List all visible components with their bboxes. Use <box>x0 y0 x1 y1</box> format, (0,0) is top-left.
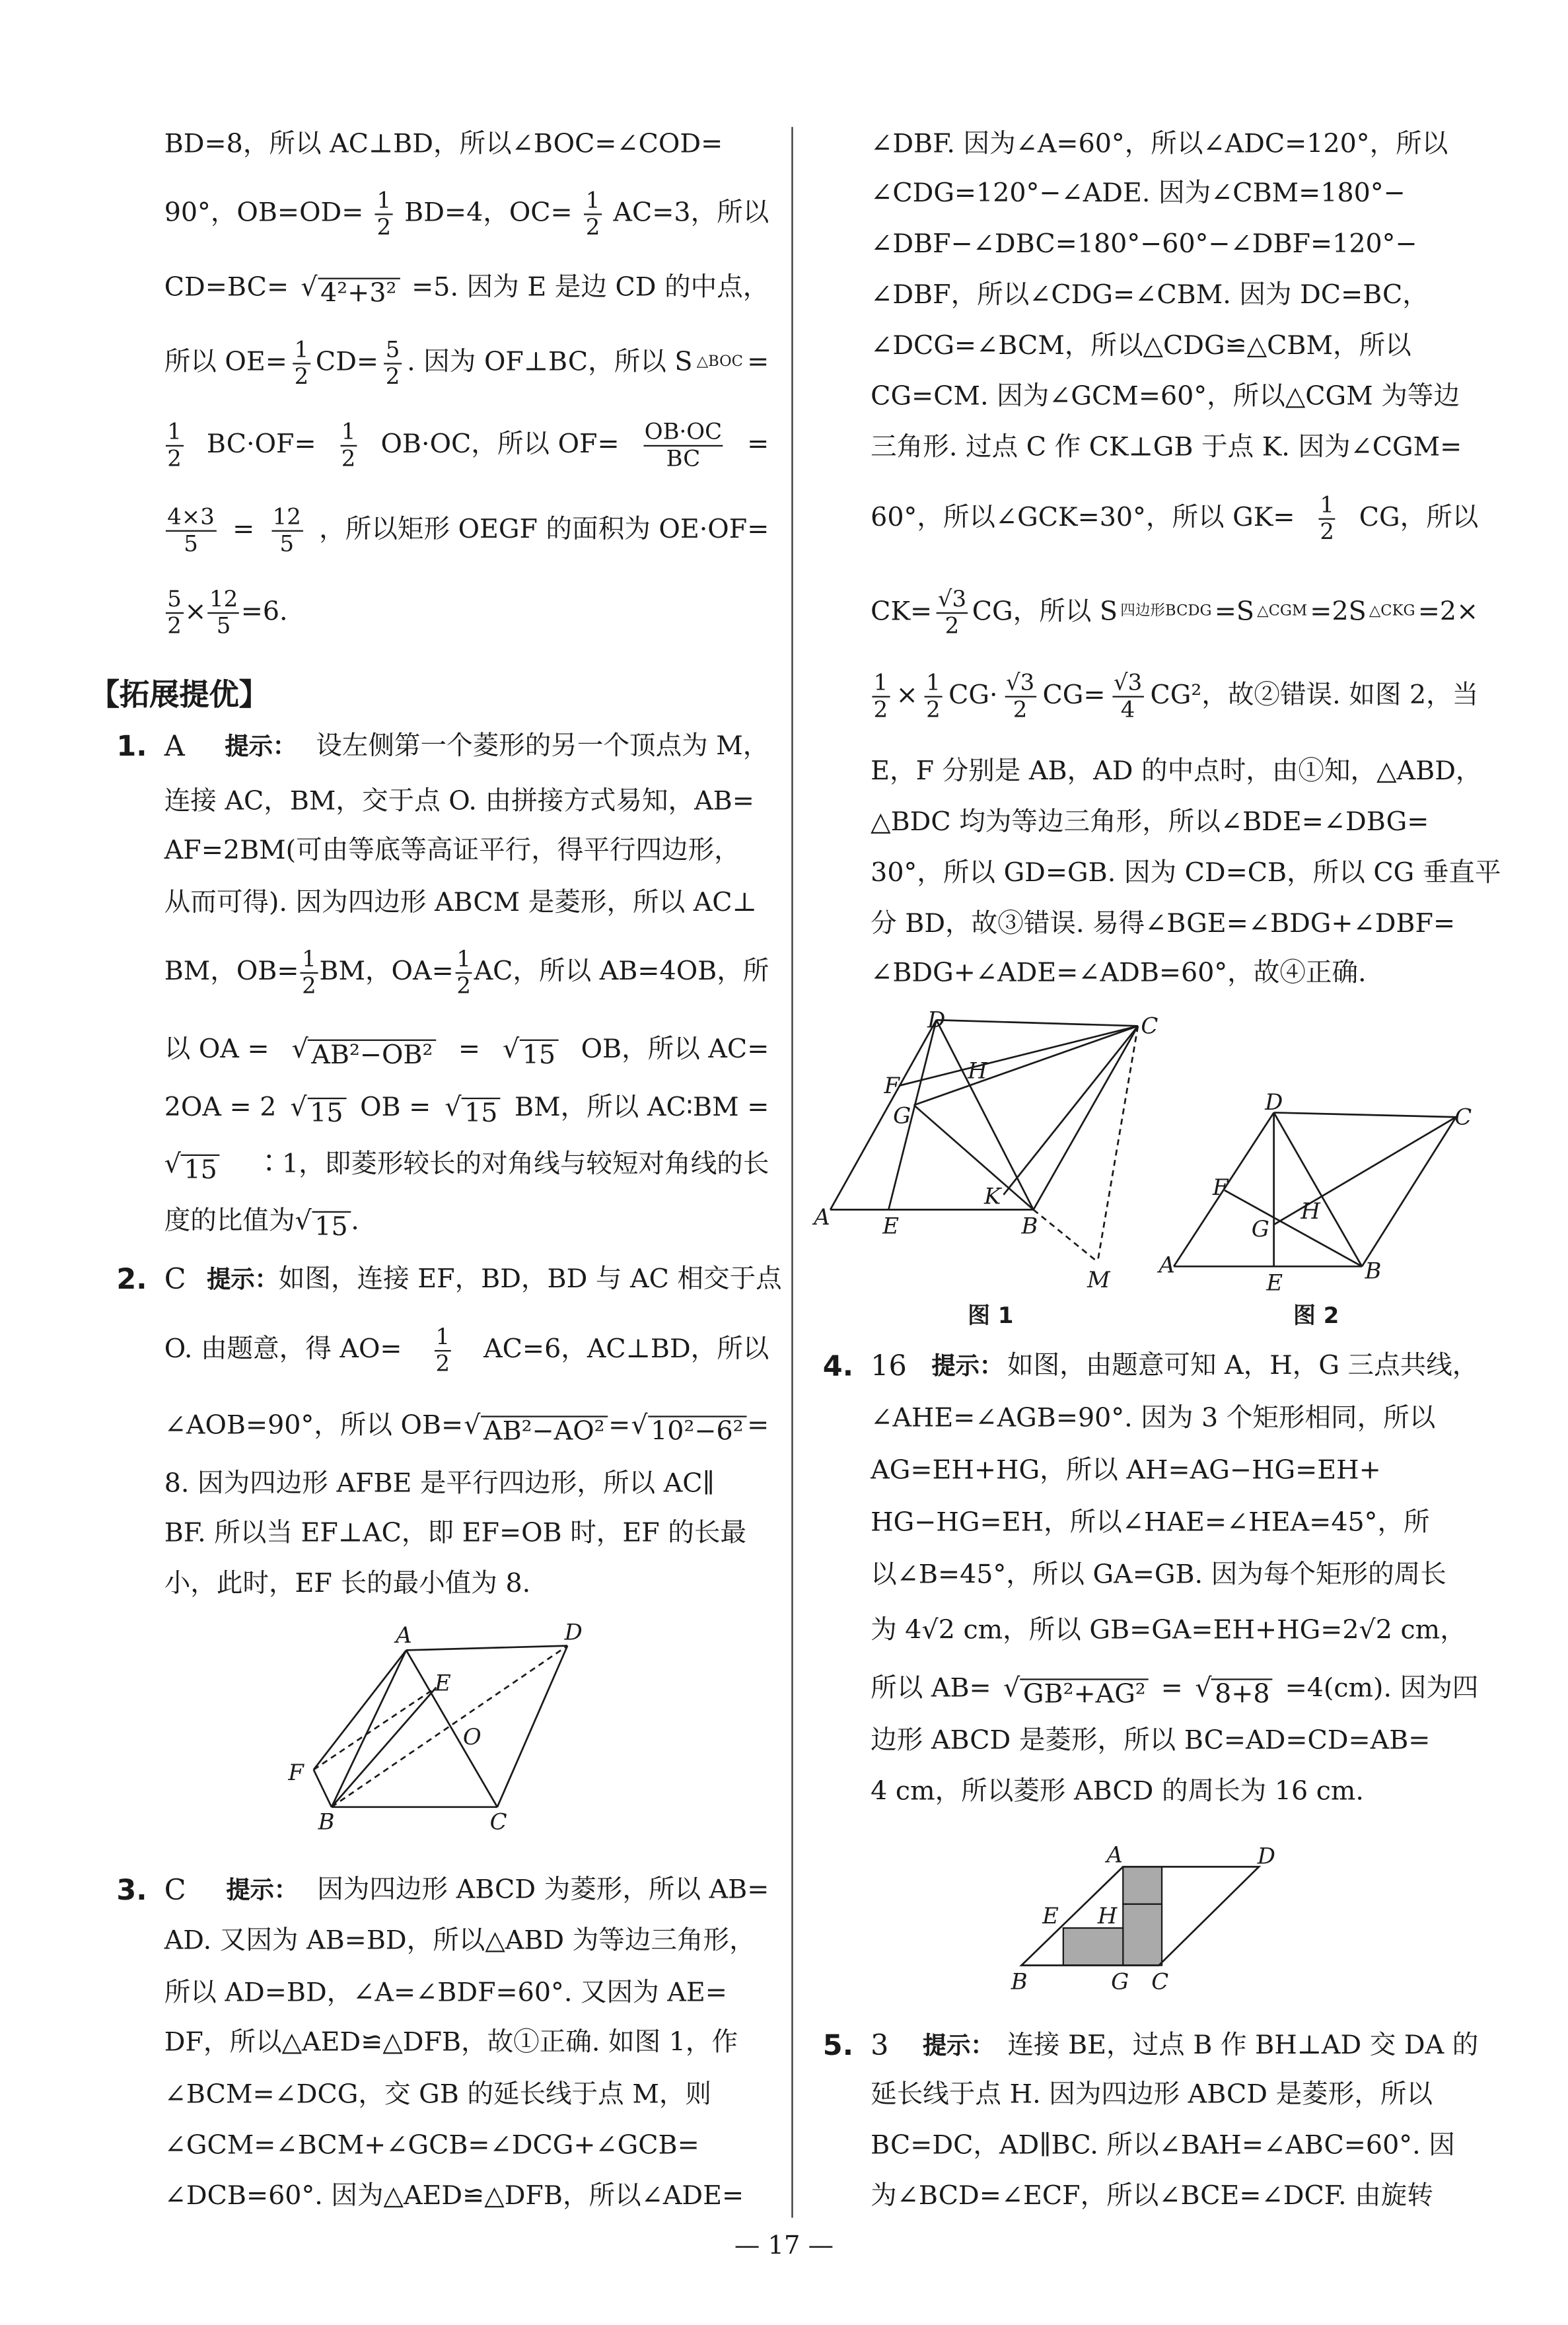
radicand: 15 <box>307 1098 346 1129</box>
point-label: D <box>564 1619 583 1645</box>
text-run: AG=EH+HG，所以 AH=AG−HG=EH+ <box>871 1456 1381 1486</box>
point-label: C <box>1151 1968 1169 1995</box>
numerator: 1 <box>455 946 472 973</box>
text-run: 分 BD，故③错误. 易得∠BGE=∠BDG+∠DBF= <box>871 909 1456 940</box>
text-run: ∠AOB=90°，所以 OB= <box>164 1411 464 1441</box>
radical-sign-icon: √ <box>290 1093 307 1124</box>
radicand: 15 <box>519 1040 558 1071</box>
text-run: 因为四边形 ABCD 为菱形，所以 AB= <box>317 1875 769 1906</box>
page-number: — 17 — <box>734 2231 834 2262</box>
text-run: OB = <box>360 1093 431 1124</box>
denominator: 2 <box>435 1349 450 1377</box>
text-run: ∠DCG=∠BCM，所以△CDG≌△CBM，所以 <box>871 331 1411 362</box>
figure-question-2 <box>287 1620 582 1835</box>
question-number: 5. <box>822 2029 854 2063</box>
text-run: 如图，连接 EF，BD，BD 与 AC 相交于点 <box>278 1265 782 1295</box>
text-run: CG，所以 S <box>972 597 1118 627</box>
text-run: 所以 AD=BD，∠A=∠BDF=60°. 又因为 AE= <box>164 1978 727 2009</box>
text-run: 为∠BCD=∠ECF，所以∠BCE=∠DCF. 由旋转 <box>871 2182 1433 2212</box>
hint-label: 提示： <box>931 1351 1004 1380</box>
radical-sign-icon: √ <box>464 1411 481 1441</box>
answer: 16 <box>871 1349 907 1383</box>
figure-2 <box>1157 1089 1472 1328</box>
point-label: C <box>1141 1013 1158 1039</box>
radicand: 15 <box>312 1211 351 1242</box>
text-run: E，F 分别是 AB，AD 的中点时，由①知，△ABD， <box>871 757 1482 787</box>
point-label: F <box>884 1073 900 1099</box>
answer: C <box>164 1874 186 1908</box>
point-label: F <box>1212 1174 1229 1200</box>
subscript: △BOC <box>696 353 743 371</box>
numerator: 1 <box>872 670 889 697</box>
answer: C <box>164 1263 186 1297</box>
denominator: 2 <box>167 444 182 472</box>
text-run: = <box>747 430 769 460</box>
text-run: BF. 所以当 EF⊥AC，即 EF=OB 时，EF 的长最 <box>164 1519 746 1549</box>
figure-1 <box>812 1007 1158 1329</box>
text-run: 60°，所以∠GCK=30°，所以 GK= <box>871 503 1295 534</box>
question-number: 3. <box>116 1874 147 1908</box>
text-run: = <box>232 515 255 546</box>
point-label: F <box>288 1760 304 1786</box>
radicand: 8+8 <box>1212 1678 1273 1709</box>
point-label: A <box>1106 1842 1123 1868</box>
text-run: 所以 OE= <box>164 347 287 378</box>
text-run: × <box>896 681 918 711</box>
radical-sign-icon: √ <box>1003 1674 1020 1704</box>
hint-label: 提示： <box>225 731 297 760</box>
numerator: √3 <box>937 586 968 613</box>
hint-label: 提示： <box>226 1875 299 1904</box>
text-run: ∠DCB=60°. 因为△AED≌△DFB，所以∠ADE= <box>164 2182 744 2212</box>
numerator: 12 <box>208 586 240 613</box>
text-run: . 因为 OF⊥BC，所以 S <box>407 347 693 378</box>
text-run: . <box>351 1206 359 1237</box>
question-number: 1. <box>116 730 147 764</box>
hint-label: 提示： <box>207 1265 279 1294</box>
radicand: AB²−OB² <box>308 1040 436 1071</box>
radicand: AB²−AO² <box>480 1415 608 1447</box>
point-label: B <box>1021 1213 1038 1239</box>
text-run: 如图，由题意可知 A，H，G 三点共线， <box>1007 1351 1479 1382</box>
denominator: 2 <box>167 611 182 639</box>
text-run: ，所以矩形 OEGF 的面积为 OE·OF= <box>319 515 769 546</box>
hint-label: 提示： <box>922 2030 995 2059</box>
denominator: 2 <box>1320 517 1334 545</box>
text-run: 90°，OB=OD= <box>164 198 364 229</box>
figure-question-4 <box>1011 1842 1275 1994</box>
text-run: ∠GCM=∠BCM+∠GCB=∠DCG+∠GCB= <box>164 2131 699 2161</box>
numerator: 1 <box>301 946 318 973</box>
text-run: ∠DBF. 因为∠A=60°，所以∠ADC=120°，所以 <box>871 129 1448 160</box>
numerator: 5 <box>384 337 402 364</box>
text-run: △BDC 均为等边三角形，所以∠BDE=∠DBG= <box>871 808 1429 838</box>
text-run: =2× <box>1417 597 1479 627</box>
numerator: 1 <box>585 188 602 215</box>
text-run: ∶1，即菱形较长的对角线与较短对角线的长 <box>256 1149 769 1180</box>
radicand: GB²+AG² <box>1020 1678 1149 1709</box>
point-label: H <box>968 1057 987 1084</box>
section-heading: 【拓展提优】 <box>89 676 269 713</box>
text-run: 小，此时，EF 长的最小值为 8. <box>164 1569 531 1600</box>
denominator: 5 <box>216 611 231 639</box>
text-run: = <box>747 347 769 378</box>
denominator: 5 <box>184 529 198 557</box>
denominator: 2 <box>1013 695 1028 723</box>
text-run: 为 4√2 cm，所以 GB=GA=EH+HG=2√2 cm， <box>871 1616 1466 1646</box>
radical-sign-icon: √ <box>301 273 318 303</box>
point-label: M <box>1087 1266 1110 1293</box>
text-run: DF，所以△AED≌△DFB，故①正确. 如图 1，作 <box>164 2028 738 2058</box>
text-run: HG−HG=EH，所以∠HAE=∠HEA=45°，所 <box>871 1508 1430 1538</box>
text-run: ∠DBF−∠DBC=180°−60°−∠DBF=120°− <box>871 230 1417 260</box>
text-run: AC，所以 AB=4OB，所 <box>474 957 769 987</box>
point-label: G <box>1111 1968 1129 1995</box>
text-run: CG= <box>1042 681 1106 711</box>
text-run: 延长线于点 H. 因为四边形 ABCD 是菱形，所以 <box>871 2080 1433 2110</box>
text-run: OB·OC，所以 OF= <box>380 430 620 460</box>
text-run: CD= <box>315 347 379 378</box>
question-number: 4. <box>822 1349 854 1383</box>
denominator: BC <box>666 444 701 472</box>
text-run: 30°，所以 GD=GB. 因为 CD=CB，所以 CG 垂直平 <box>871 859 1501 889</box>
numerator: 1 <box>166 419 183 446</box>
point-label: C <box>489 1808 507 1835</box>
point-label: D <box>1265 1089 1283 1115</box>
question-number: 2. <box>116 1263 147 1297</box>
text-run: =2S <box>1310 597 1367 627</box>
text-run: BM，所以 AC∶BM = <box>515 1093 769 1124</box>
denominator: 2 <box>873 695 888 723</box>
point-label: E <box>1266 1270 1283 1296</box>
text-run: 所以 AB= <box>871 1674 991 1704</box>
radical-sign-icon: √ <box>445 1093 462 1124</box>
text-run: =6. <box>240 597 288 627</box>
point-label: D <box>1257 1843 1275 1869</box>
text-run: =4(cm). 因为四 <box>1285 1674 1479 1704</box>
point-label: A <box>1158 1252 1176 1278</box>
text-run: CG²，故②错误. 如图 2，当 <box>1150 681 1479 711</box>
text-run: BD=4，OC= <box>404 198 573 229</box>
point-label: E <box>434 1670 451 1696</box>
point-label: G <box>1251 1216 1269 1242</box>
numerator: 1 <box>1318 492 1336 519</box>
text-run: OB，所以 AC= <box>581 1034 769 1065</box>
text-run: BD=8，所以 AC⊥BD，所以∠BOC=∠COD= <box>164 129 723 160</box>
denominator: 2 <box>376 213 392 240</box>
denominator: 2 <box>944 611 960 639</box>
numerator: OB·OC <box>643 419 724 446</box>
point-label: C <box>1454 1104 1472 1130</box>
point-label: B <box>1365 1258 1382 1284</box>
text-run: ∠DBF，所以∠CDG=∠CBM. 因为 DC=BC， <box>871 281 1429 311</box>
text-run: AC=3，所以 <box>613 198 769 229</box>
text-run: = <box>1160 1674 1183 1704</box>
radical-sign-icon: √ <box>502 1034 520 1065</box>
subscript: △CKG <box>1369 603 1415 620</box>
text-run: × <box>184 597 207 627</box>
text-run: 以 OA = <box>164 1034 269 1065</box>
answer: A <box>164 730 185 764</box>
text-run: ∠CDG=120°−∠ADE. 因为∠CBM=180°− <box>871 179 1406 209</box>
radicand: 15 <box>462 1098 501 1129</box>
text-run: CK= <box>871 597 933 627</box>
point-label: D <box>927 1007 946 1033</box>
point-label: E <box>882 1213 900 1239</box>
numerator: 5 <box>166 586 183 613</box>
radicand: 4²+3² <box>318 278 400 309</box>
text-run: 连接 BE，过点 B 作 BH⊥AD 交 DA 的 <box>1007 2030 1479 2061</box>
point-label: K <box>983 1183 1001 1209</box>
point-label: G <box>893 1102 911 1129</box>
text-run: 设左侧第一个菱形的另一个顶点为 M， <box>316 731 769 762</box>
radical-sign-icon: √ <box>295 1206 312 1237</box>
point-label: H <box>1301 1198 1320 1224</box>
text-run: AD. 又因为 AB=BD，所以△ABD 为等边三角形， <box>164 1926 756 1956</box>
text-run: ∠BCM=∠DCG，交 GB 的延长线于点 M，则 <box>164 2080 712 2110</box>
text-run: BC=DC，AD∥BC. 所以∠BAH=∠ABC=60°. 因 <box>871 2131 1455 2161</box>
text-run: CD=BC= <box>164 273 289 303</box>
numerator: √3 <box>1005 670 1036 697</box>
text-run: 8. 因为四边形 AFBE 是平行四边形，所以 AC∥ <box>164 1469 715 1500</box>
radicand: 10²−6² <box>648 1415 746 1447</box>
numerator: √3 <box>1112 670 1144 697</box>
answer: 3 <box>871 2029 889 2063</box>
numerator: 1 <box>925 670 942 697</box>
numerator: 1 <box>375 188 392 215</box>
text-run: 以∠B=45°，所以 GA=GB. 因为每个矩形的周长 <box>871 1560 1446 1591</box>
text-run: BC·OF= <box>206 430 316 460</box>
text-run: CG=CM. 因为∠GCM=60°，所以△CGM 为等边 <box>871 382 1460 413</box>
denominator: 2 <box>456 971 471 999</box>
text-run: 4 cm，所以菱形 ABCD 的周长为 16 cm. <box>871 1777 1364 1807</box>
text-run: O. 由题意，得 AO= <box>164 1335 402 1365</box>
text-run: BM，OA= <box>319 957 454 987</box>
text-run: 从而可得). 因为四边形 ABCM 是菱形，所以 AC⊥ <box>164 888 757 919</box>
point-label: B <box>1011 1968 1028 1995</box>
radical-sign-icon: √ <box>291 1034 308 1065</box>
text-run: = <box>458 1034 481 1065</box>
radical-sign-icon: √ <box>164 1149 181 1180</box>
denominator: 2 <box>302 971 316 999</box>
radical-sign-icon: √ <box>1195 1674 1212 1704</box>
radicand: 15 <box>181 1155 220 1186</box>
denominator: 2 <box>385 362 400 389</box>
radical-sign-icon: √ <box>631 1411 648 1441</box>
figure-caption: 图 2 <box>1293 1303 1339 1329</box>
denominator: 2 <box>341 444 356 472</box>
text-run: BM，OB= <box>164 957 299 987</box>
point-label: B <box>318 1808 335 1835</box>
text-run: 度的比值为 <box>164 1206 295 1237</box>
denominator: 5 <box>279 529 295 557</box>
text-run: AF=2BM(可由等底等高证平行，得平行四边形， <box>164 836 740 867</box>
numerator: 1 <box>434 1324 451 1351</box>
text-run: 连接 AC，BM，交于点 O. 由拼接方式易知，AB= <box>164 787 754 817</box>
text-run: =S <box>1214 597 1255 627</box>
point-label: A <box>396 1622 412 1649</box>
denominator: 2 <box>926 695 941 723</box>
text-run: 边形 ABCD 是菱形，所以 BC=AD=CD=AB= <box>871 1726 1431 1756</box>
subscript: △CGM <box>1257 603 1308 620</box>
text-run: AC=6，AC⊥BD，所以 <box>483 1335 769 1365</box>
text-run: = <box>747 1411 769 1441</box>
point-label: E <box>1042 1903 1059 1929</box>
figure-caption: 图 1 <box>968 1303 1014 1329</box>
numerator: 12 <box>271 504 303 531</box>
point-label: O <box>462 1723 481 1750</box>
text-run: ∠AHE=∠AGB=90°. 因为 3 个矩形相同，所以 <box>871 1404 1436 1434</box>
point-label: H <box>1097 1903 1118 1929</box>
denominator: 4 <box>1120 695 1135 723</box>
text-run: = <box>608 1411 631 1441</box>
numerator: 4×3 <box>166 504 216 531</box>
numerator: 1 <box>293 337 310 364</box>
text-run: 三角形. 过点 C 作 CK⊥GB 于点 K. 因为∠CGM= <box>871 433 1462 463</box>
text-run: CG，所以 <box>1359 503 1479 534</box>
numerator: 1 <box>340 419 357 446</box>
text-run: CG· <box>948 681 998 711</box>
point-label: A <box>814 1204 830 1231</box>
subscript: 四边形BCDG <box>1120 603 1212 620</box>
text-run: =5. 因为 E 是边 CD 的中点， <box>411 273 769 303</box>
denominator: 2 <box>585 213 600 240</box>
denominator: 2 <box>294 362 309 389</box>
text-run: ∠BDG+∠ADE=∠ADB=60°，故④正确. <box>871 958 1367 989</box>
text-run: 2OA = 2 <box>164 1093 277 1124</box>
